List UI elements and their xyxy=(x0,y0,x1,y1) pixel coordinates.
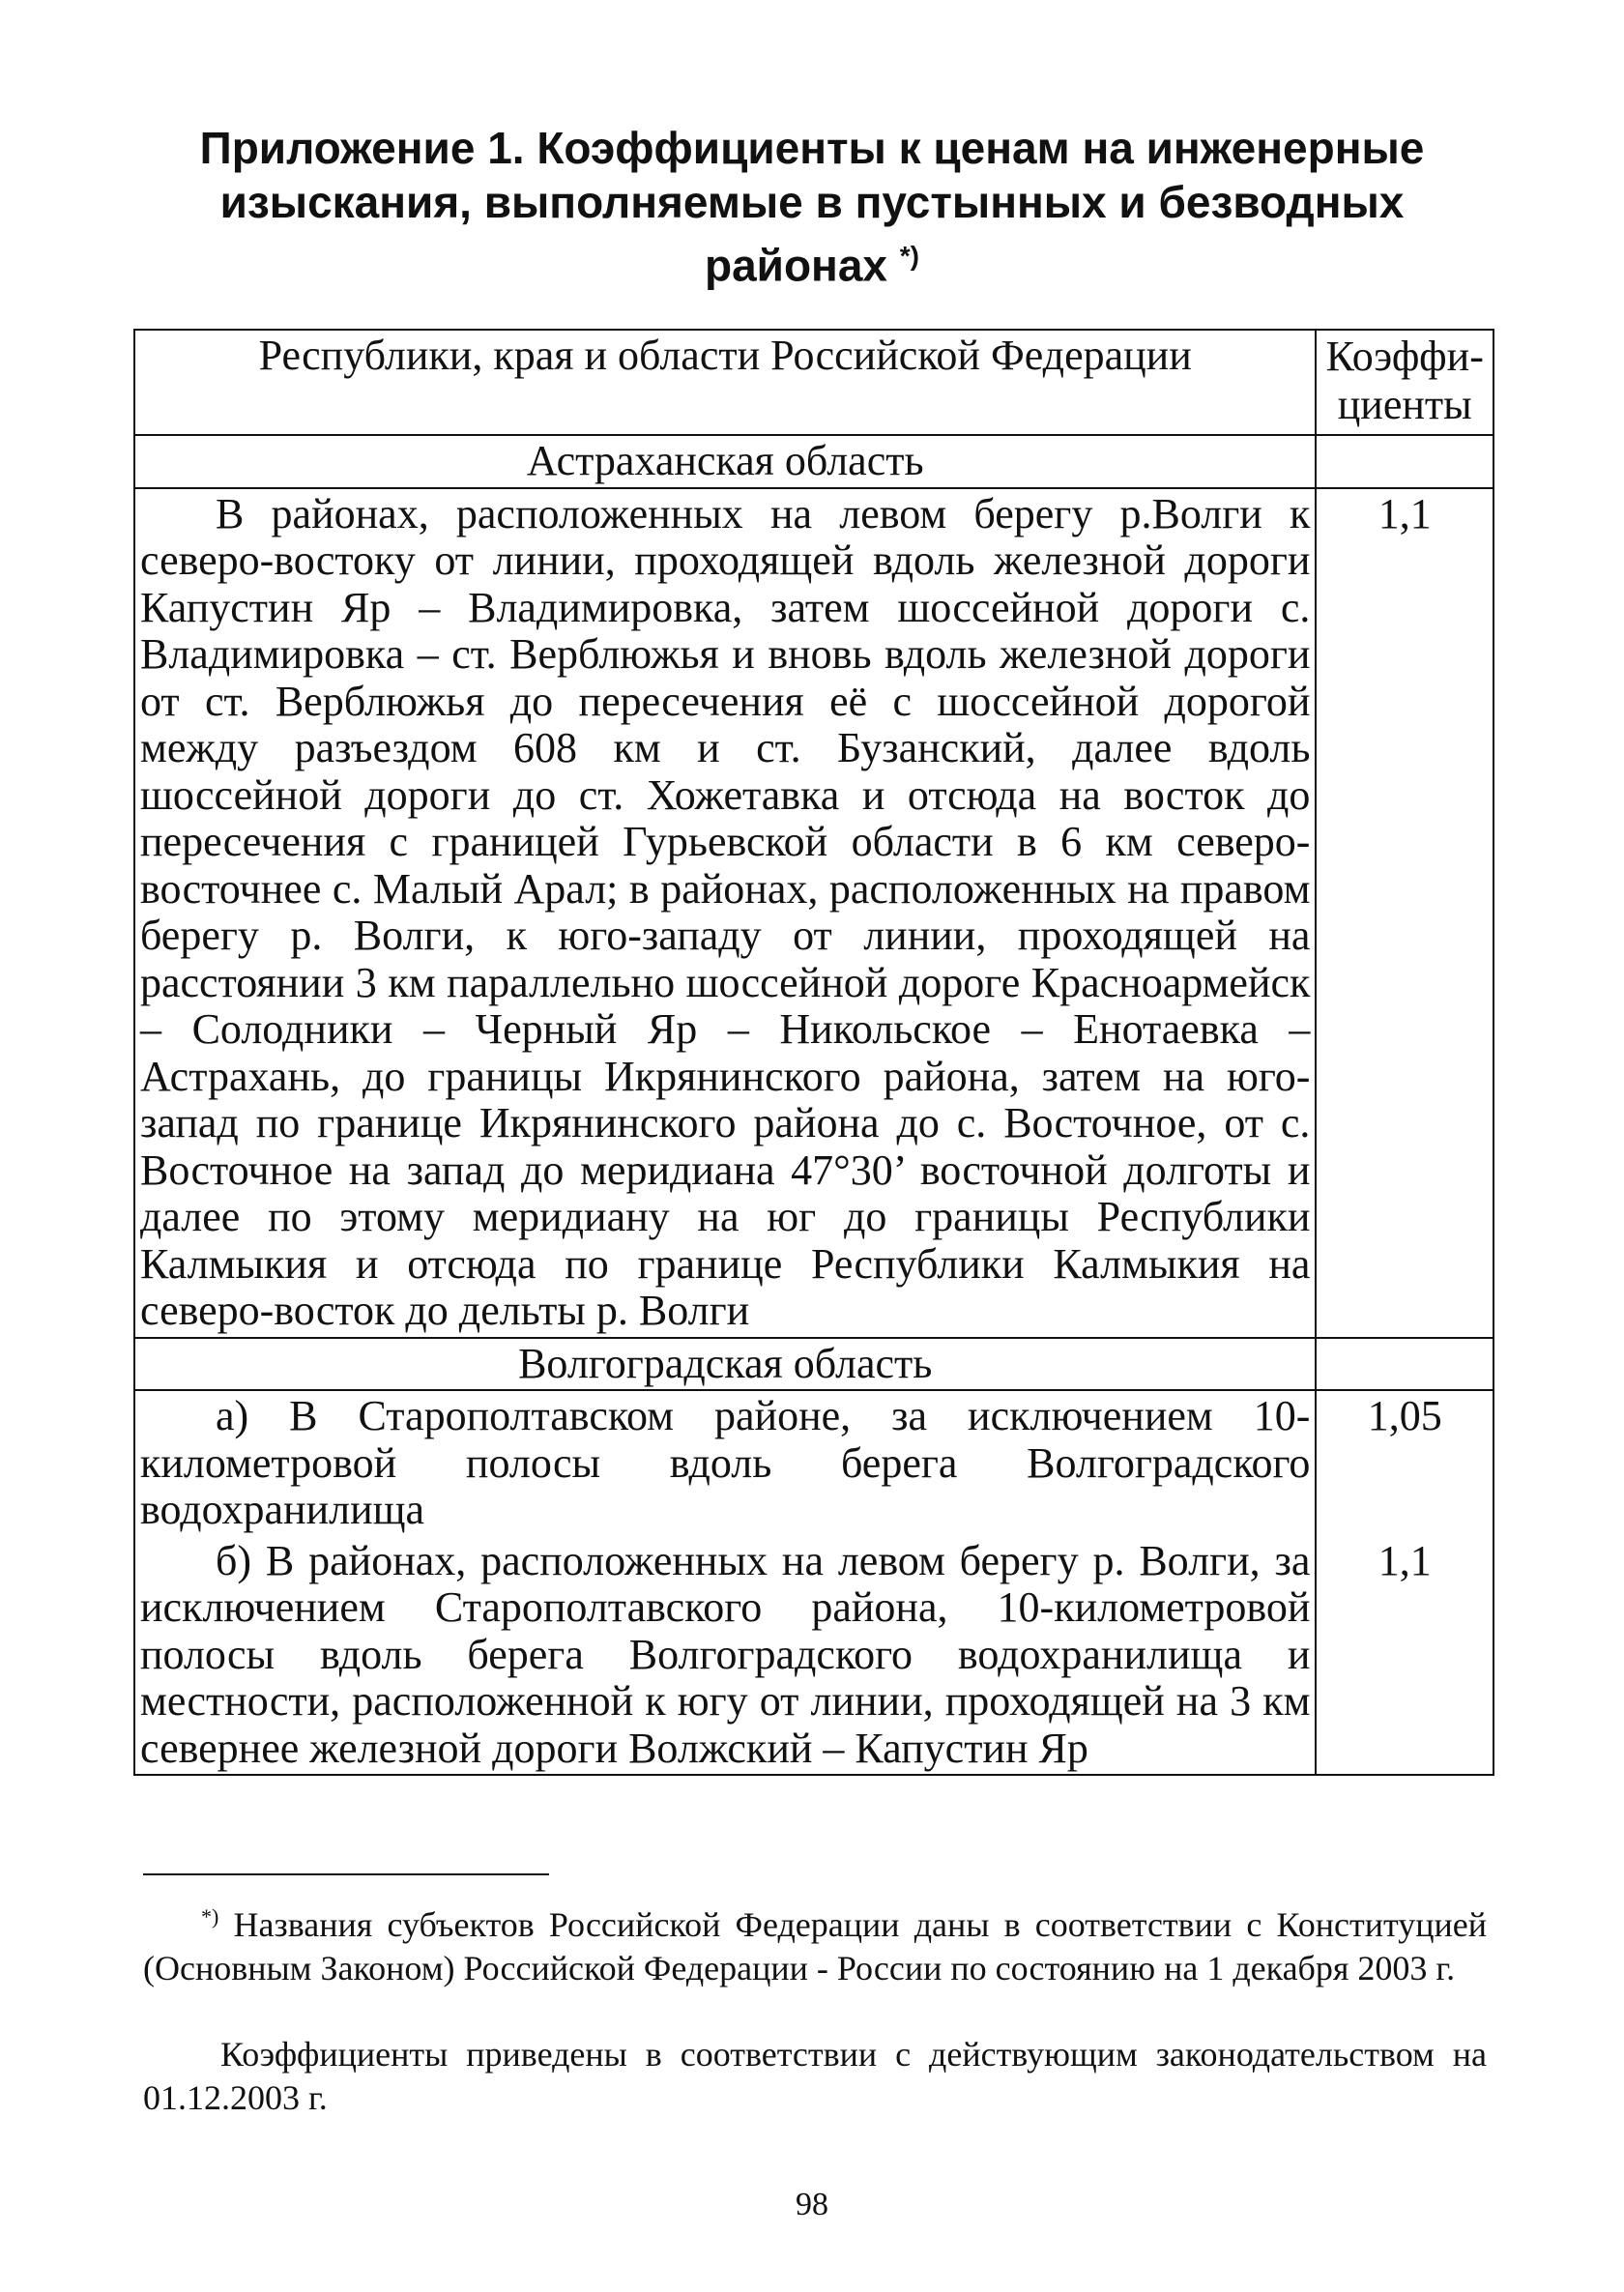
coefficients-table xyxy=(133,329,1494,1776)
title-footnote-mark: *) xyxy=(899,241,920,271)
coefficient-value: 1,1 xyxy=(1316,1536,1494,1776)
page-title xyxy=(145,121,1479,292)
table-row xyxy=(134,1536,1494,1776)
region-coefficient-empty xyxy=(1316,435,1494,488)
footnote-1-text: Названия субъектов Российской Федерации даны в соответствии с Конституцией (Основным Законом) Российской Федерации - России по состоянию на 1 декабря 2003 г. xyxy=(143,1905,1488,1987)
header-region: Республики, края и области Российской Федерации xyxy=(134,330,1316,435)
table-row xyxy=(134,488,1494,1338)
coefficient-value: 1,1 xyxy=(1316,488,1494,1338)
page-number: 98 xyxy=(796,2187,828,2222)
table-header-row xyxy=(134,330,1494,435)
footnote-2: Коэффициенты приведены в соответствии с действующим законодательством на 01.12.2003 г. xyxy=(143,2035,1487,2117)
region-name: Волгоградская область xyxy=(134,1338,1316,1391)
area-description: В районах, расположенных на левом берегу р.Волги к северо-востоку от линии, проходящей вдоль железной дороги Капустин Яр – Владимировка, затем шоссейной дороги с. Владимировка – ст. Верблюжья и вновь вдоль железной дороги от ст. Верблюжья до пересечения её с шоссейной дорогой между разъездом 608 км и ст. Бузанский, далее вдоль шоссейной дороги до ст. Хожетавка и отсюда на восток до пересечения с границей Гурьевской области в 6 км северо-восточнее с. Малый Арал; в районах, расположенных на правом берегу р. Волги, к юго-западу от линии, проходящей на расстоянии 3 км параллельно шоссейной дороге Красноармейск – Солодники – Черный Яр – Никольское – Енотаевка – Астрахань, до границы Икрянинского района, затем на юго-запад по границе Икрянинского района до с. Восточное, от с. Восточное на запад до меридиана 47°30’ восточной долготы и далее по этому меридиану на юг до границы Республики Калмыкия и отсюда по границе Республики Калмыкия на северо-восток до дельты р. Волги xyxy=(134,488,1316,1338)
header-coefficient: Коэффи-циенты xyxy=(1316,330,1494,435)
area-description: б) В районах, расположенных на левом берегу р. Волги, за исключением Старополтавского района, 10-километровой полосы вдоль берега Волгоградского водохранилища и местности, расположенной к югу от линии, проходящей на 3 км севернее железной дороги Волжский – Капустин Яр xyxy=(134,1536,1316,1776)
region-coefficient-empty xyxy=(1316,1338,1494,1391)
coefficient-value: 1,05 xyxy=(1316,1390,1494,1536)
footnote-1 xyxy=(143,1895,1487,1990)
table-row xyxy=(134,1390,1494,1536)
region-row-volgograd xyxy=(134,1338,1494,1391)
title-text: Приложение 1. Коэффициенты к ценам на инженерные изыскания, выполняемые в пустынных и безводных районах xyxy=(199,123,1425,291)
region-name: Астраханская область xyxy=(134,435,1316,488)
region-row-astrakhan xyxy=(134,435,1494,488)
footnote-divider xyxy=(143,1873,549,1875)
area-description: а) В Старополтавском районе, за исключением 10-километровой полосы вдоль берега Волгоградского водохранилища xyxy=(134,1390,1316,1536)
footnote-mark: *) xyxy=(201,1904,219,1929)
